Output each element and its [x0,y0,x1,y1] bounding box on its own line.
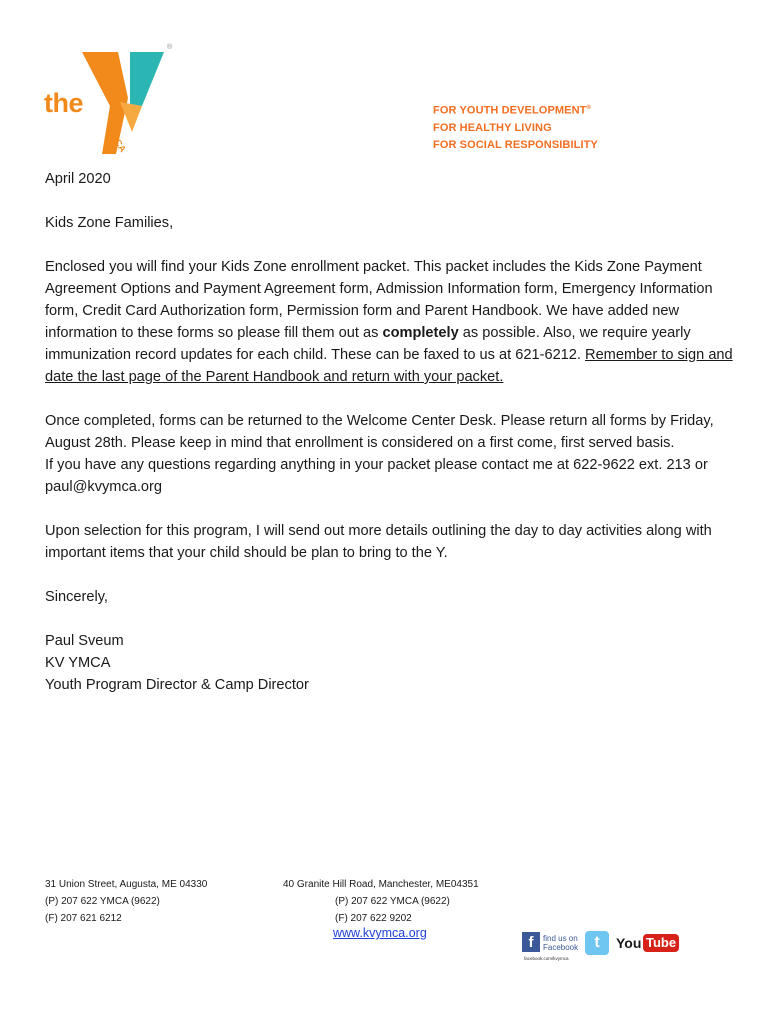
underlined-reminder: Remember to sign and date the last page of the Parent Handbook and return with your packet. [45,347,733,385]
signature-org: KV YMCA [45,655,111,671]
website-link[interactable]: www.kvymca.org [333,926,427,940]
facebook-label: find us on Facebook [543,934,579,952]
logo-ymca-text: YMCA [105,126,129,154]
footer-manchester-branch [283,876,479,927]
letter-greeting: Kids Zone Families, [45,215,174,231]
ymca-logo [44,44,174,162]
facebook-url: facebook.com/kvymca [524,956,569,961]
paragraph-return-forms: Once completed, forms can be returned to the Welcome Center Desk. Please return all forms by Friday, August 28th. Please keep in mind that enrollment is considered on a first come, first served basis. [45,413,714,451]
footer-manchester-address: 40 Granite Hill Road, Manchester, ME04351 [283,879,479,890]
social-media-links [522,928,677,968]
footer-augusta-phone: (P) 207 622 YMCA (9622) [45,896,160,907]
footer-augusta-address: 31 Union Street, Augusta, ME 04330 [45,879,208,890]
tagline-line-1: FOR YOUTH DEVELOPMENT® [433,104,591,117]
ymca-tagline [433,100,598,154]
youtube-tube-badge[interactable]: Tube [643,934,679,952]
footer-augusta-branch [45,876,207,927]
footer-manchester-phone: (P) 207 622 YMCA (9622) [335,896,450,907]
letter-body [45,168,735,696]
emphasis-completely: completely [382,325,459,341]
signature-name: Paul Sveum [45,633,124,649]
paragraph-contact: If you have any questions regarding anything in your packet please contact me at 622-9622 ext. 213 or paul@kvymca.org [45,457,708,495]
letter-closing: Sincerely, [45,589,108,605]
tagline-line-3: FOR SOCIAL RESPONSIBILITY [433,138,598,151]
facebook-icon[interactable]: f [522,932,540,952]
paragraph-enrollment-packet: Enclosed you will find your Kids Zone enrollment packet. This packet includes the Kids Zone Payment Agreement Options and Payment Agreement form, Admission Information form, Emergency Information form, Credit Card Authorization form, Permission form and Parent Handbook. We have added new information to these forms so please fill them out as completely as possible. Also, we require yearly immunization record updates for each child. These can be faxed to us at 621-6212. Remember to sign and date the last page of the Parent Handbook and return with your packet. [45,259,733,385]
tagline-line-2: FOR HEALTHY LIVING [433,121,552,134]
youtube-icon[interactable]: You [616,935,642,951]
footer-augusta-fax: (F) 207 621 6212 [45,913,122,924]
signature-title: Youth Program Director & Camp Director [45,677,309,693]
paragraph-program-details: Upon selection for this program, I will send out more details outlining the day to day activities along with important items that your child should be plan to bring to the Y. [45,523,712,561]
twitter-icon[interactable]: t [585,931,609,955]
logo-the-text: the [44,88,83,118]
footer-manchester-fax: (F) 207 622 9202 [335,913,412,924]
logo-registered-mark: ® [167,44,173,51]
letter-date: April 2020 [45,171,111,187]
